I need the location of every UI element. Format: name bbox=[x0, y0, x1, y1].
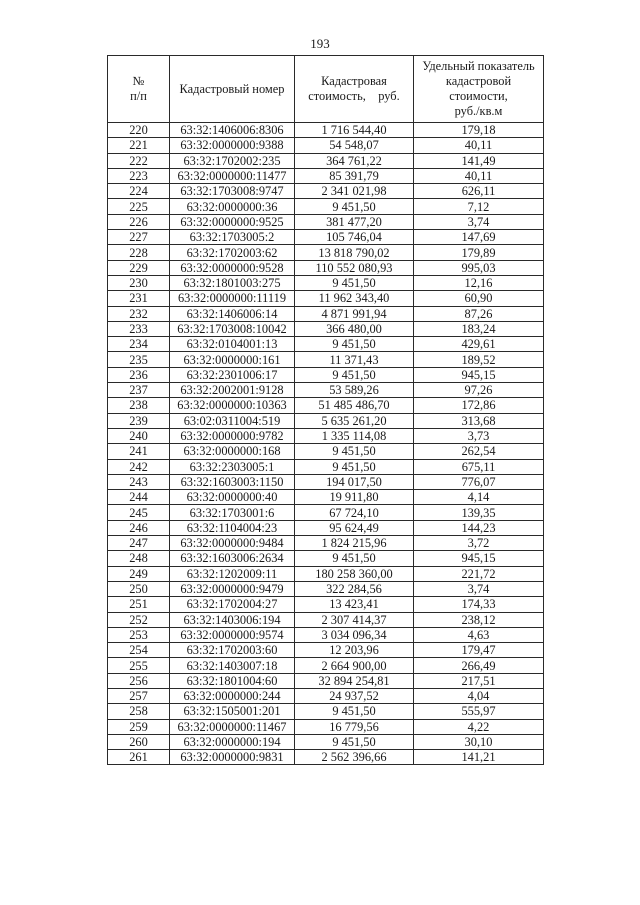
cadastral-value: 2 341 021,98 bbox=[295, 184, 414, 199]
table-row bbox=[108, 214, 544, 229]
table-row bbox=[108, 612, 544, 627]
cadastral-number: 63:32:1202009:11 bbox=[170, 566, 295, 581]
table-row bbox=[108, 673, 544, 688]
row-number: 236 bbox=[108, 367, 170, 382]
row-number: 221 bbox=[108, 138, 170, 153]
header-specific-indicator bbox=[414, 56, 544, 123]
cadastral-number: 63:32:1703008:9747 bbox=[170, 184, 295, 199]
table-row bbox=[108, 337, 544, 352]
cadastral-value: 51 485 486,70 bbox=[295, 398, 414, 413]
row-number: 229 bbox=[108, 260, 170, 275]
table-row bbox=[108, 199, 544, 214]
specific-indicator: 776,07 bbox=[414, 474, 544, 489]
row-number: 240 bbox=[108, 428, 170, 443]
cadastral-value: 366 480,00 bbox=[295, 321, 414, 336]
row-number: 223 bbox=[108, 168, 170, 183]
table-row bbox=[108, 688, 544, 703]
cadastral-value: 12 203,96 bbox=[295, 643, 414, 658]
specific-indicator: 97,26 bbox=[414, 383, 544, 398]
row-number: 258 bbox=[108, 704, 170, 719]
specific-indicator: 183,24 bbox=[414, 321, 544, 336]
row-number: 238 bbox=[108, 398, 170, 413]
specific-indicator: 675,11 bbox=[414, 459, 544, 474]
table-row bbox=[108, 138, 544, 153]
cadastral-number: 63:32:1403007:18 bbox=[170, 658, 295, 673]
specific-indicator: 995,03 bbox=[414, 260, 544, 275]
cadastral-value: 110 552 080,93 bbox=[295, 260, 414, 275]
cadastral-value: 13 423,41 bbox=[295, 597, 414, 612]
row-number: 248 bbox=[108, 551, 170, 566]
page-number: 193 bbox=[310, 36, 330, 51]
cadastral-value: 9 451,50 bbox=[295, 199, 414, 214]
row-number: 225 bbox=[108, 199, 170, 214]
cadastral-number: 63:32:1703008:10042 bbox=[170, 321, 295, 336]
row-number: 246 bbox=[108, 520, 170, 535]
specific-indicator: 12,16 bbox=[414, 275, 544, 290]
cadastral-number: 63:32:0000000:11477 bbox=[170, 168, 295, 183]
table-row bbox=[108, 306, 544, 321]
specific-indicator: 266,49 bbox=[414, 658, 544, 673]
table-row bbox=[108, 413, 544, 428]
cadastral-value: 4 871 991,94 bbox=[295, 306, 414, 321]
row-number: 243 bbox=[108, 474, 170, 489]
table-row bbox=[108, 291, 544, 306]
cadastral-number: 63:32:1406006:14 bbox=[170, 306, 295, 321]
cadastral-number: 63:32:0000000:11119 bbox=[170, 291, 295, 306]
table-row bbox=[108, 627, 544, 642]
row-number: 230 bbox=[108, 275, 170, 290]
cadastral-number: 63:32:1703001:6 bbox=[170, 505, 295, 520]
table-row bbox=[108, 184, 544, 199]
row-number: 247 bbox=[108, 536, 170, 551]
table-row bbox=[108, 153, 544, 168]
row-number: 252 bbox=[108, 612, 170, 627]
specific-indicator: 179,47 bbox=[414, 643, 544, 658]
table-row bbox=[108, 643, 544, 658]
cadastral-number: 63:32:1703005:2 bbox=[170, 230, 295, 245]
cadastral-value: 19 911,80 bbox=[295, 490, 414, 505]
row-number: 244 bbox=[108, 490, 170, 505]
table-row bbox=[108, 275, 544, 290]
specific-indicator: 313,68 bbox=[414, 413, 544, 428]
cadastral-value: 9 451,50 bbox=[295, 704, 414, 719]
row-number: 235 bbox=[108, 352, 170, 367]
cadastral-value: 2 562 396,66 bbox=[295, 750, 414, 765]
header-row bbox=[108, 56, 544, 123]
table-row bbox=[108, 383, 544, 398]
cadastral-value: 180 258 360,00 bbox=[295, 566, 414, 581]
cadastral-number: 63:32:0000000:9782 bbox=[170, 428, 295, 443]
cadastral-number: 63:32:0000000:9574 bbox=[170, 627, 295, 642]
specific-indicator: 4,04 bbox=[414, 688, 544, 703]
table-row bbox=[108, 750, 544, 765]
table-row bbox=[108, 123, 544, 138]
specific-indicator: 4,63 bbox=[414, 627, 544, 642]
specific-indicator: 7,12 bbox=[414, 199, 544, 214]
header-specific-indicator-line: стоимости, bbox=[449, 89, 508, 103]
row-number: 255 bbox=[108, 658, 170, 673]
cadastral-number: 63:32:0000000:9388 bbox=[170, 138, 295, 153]
cadastral-value: 3 034 096,34 bbox=[295, 627, 414, 642]
cadastral-value: 9 451,50 bbox=[295, 367, 414, 382]
cadastral-number: 63:32:0000000:9525 bbox=[170, 214, 295, 229]
table-row bbox=[108, 398, 544, 413]
specific-indicator: 262,54 bbox=[414, 444, 544, 459]
specific-indicator: 221,72 bbox=[414, 566, 544, 581]
row-number: 234 bbox=[108, 337, 170, 352]
cadastral-number: 63:32:2002001:9128 bbox=[170, 383, 295, 398]
cadastral-value: 11 962 343,40 bbox=[295, 291, 414, 306]
specific-indicator: 429,61 bbox=[414, 337, 544, 352]
row-number: 260 bbox=[108, 734, 170, 749]
table-body bbox=[108, 123, 544, 765]
table-row bbox=[108, 505, 544, 520]
row-number: 233 bbox=[108, 321, 170, 336]
table-row bbox=[108, 551, 544, 566]
specific-indicator: 3,74 bbox=[414, 214, 544, 229]
row-number: 232 bbox=[108, 306, 170, 321]
cadastral-number: 63:32:0000000:36 bbox=[170, 199, 295, 214]
cadastral-number: 63:32:1104004:23 bbox=[170, 520, 295, 535]
cadastral-value: 53 589,26 bbox=[295, 383, 414, 398]
table-row bbox=[108, 597, 544, 612]
row-number: 226 bbox=[108, 214, 170, 229]
header-specific-indicator-line: руб./кв.м bbox=[454, 104, 503, 118]
table-row bbox=[108, 245, 544, 260]
cadastral-value: 54 548,07 bbox=[295, 138, 414, 153]
specific-indicator: 30,10 bbox=[414, 734, 544, 749]
specific-indicator: 945,15 bbox=[414, 367, 544, 382]
cadastral-value: 364 761,22 bbox=[295, 153, 414, 168]
cadastral-number: 63:32:0000000:9484 bbox=[170, 536, 295, 551]
specific-indicator: 3,72 bbox=[414, 536, 544, 551]
specific-indicator: 179,18 bbox=[414, 123, 544, 138]
cadastral-number: 63:32:0000000:11467 bbox=[170, 719, 295, 734]
cadastral-value: 322 284,56 bbox=[295, 581, 414, 596]
header-number-line: п/п bbox=[130, 89, 147, 103]
cadastral-value: 9 451,50 bbox=[295, 459, 414, 474]
specific-indicator: 40,11 bbox=[414, 138, 544, 153]
row-number: 257 bbox=[108, 688, 170, 703]
specific-indicator: 147,69 bbox=[414, 230, 544, 245]
cadastral-number: 63:32:1702002:235 bbox=[170, 153, 295, 168]
table-row bbox=[108, 734, 544, 749]
table-row bbox=[108, 566, 544, 581]
cadastral-number: 63:32:1702003:60 bbox=[170, 643, 295, 658]
cadastral-value: 95 624,49 bbox=[295, 520, 414, 535]
row-number: 251 bbox=[108, 597, 170, 612]
row-number: 250 bbox=[108, 581, 170, 596]
cadastral-number: 63:32:0000000:194 bbox=[170, 734, 295, 749]
cadastral-value: 9 451,50 bbox=[295, 551, 414, 566]
header-cadastral-value bbox=[295, 56, 414, 123]
cadastral-number: 63:32:1406006:8306 bbox=[170, 123, 295, 138]
specific-indicator: 626,11 bbox=[414, 184, 544, 199]
row-number: 256 bbox=[108, 673, 170, 688]
specific-indicator: 217,51 bbox=[414, 673, 544, 688]
cadastral-value: 1 824 215,96 bbox=[295, 536, 414, 551]
cadastral-value: 9 451,50 bbox=[295, 275, 414, 290]
cadastral-value: 16 779,56 bbox=[295, 719, 414, 734]
row-number: 239 bbox=[108, 413, 170, 428]
cadastral-value: 2 307 414,37 bbox=[295, 612, 414, 627]
table-row bbox=[108, 367, 544, 382]
row-number: 242 bbox=[108, 459, 170, 474]
header-specific-indicator-line: кадастровой bbox=[445, 74, 512, 88]
cadastral-number: 63:32:2301006:17 bbox=[170, 367, 295, 382]
cadastral-number: 63:32:1702004:27 bbox=[170, 597, 295, 612]
cadastral-number: 63:32:1403006:194 bbox=[170, 612, 295, 627]
table-row bbox=[108, 352, 544, 367]
header-cadastral-number bbox=[170, 56, 295, 123]
cadastral-number: 63:32:1603006:2634 bbox=[170, 551, 295, 566]
cadastral-number: 63:32:0000000:9831 bbox=[170, 750, 295, 765]
table-row bbox=[108, 520, 544, 535]
row-number: 227 bbox=[108, 230, 170, 245]
cadastral-number: 63:32:0000000:161 bbox=[170, 352, 295, 367]
row-number: 254 bbox=[108, 643, 170, 658]
specific-indicator: 60,90 bbox=[414, 291, 544, 306]
row-number: 222 bbox=[108, 153, 170, 168]
cadastral-number: 63:32:0000000:168 bbox=[170, 444, 295, 459]
table-row bbox=[108, 459, 544, 474]
row-number: 245 bbox=[108, 505, 170, 520]
specific-indicator: 555,97 bbox=[414, 704, 544, 719]
specific-indicator: 3,73 bbox=[414, 428, 544, 443]
row-number: 220 bbox=[108, 123, 170, 138]
cadastral-value: 11 371,43 bbox=[295, 352, 414, 367]
specific-indicator: 172,86 bbox=[414, 398, 544, 413]
cadastral-number: 63:02:0311004:519 bbox=[170, 413, 295, 428]
header-specific-indicator-line: Удельный показатель bbox=[422, 59, 535, 73]
cadastral-value: 24 937,52 bbox=[295, 688, 414, 703]
specific-indicator: 141,49 bbox=[414, 153, 544, 168]
cadastral-number: 63:32:2303005:1 bbox=[170, 459, 295, 474]
cadastral-value: 2 664 900,00 bbox=[295, 658, 414, 673]
cadastral-number: 63:32:0104001:13 bbox=[170, 337, 295, 352]
cadastral-value: 1 335 114,08 bbox=[295, 428, 414, 443]
cadastral-number: 63:32:1801003:275 bbox=[170, 275, 295, 290]
cadastral-number: 63:32:0000000:40 bbox=[170, 490, 295, 505]
table-row bbox=[108, 321, 544, 336]
specific-indicator: 139,35 bbox=[414, 505, 544, 520]
specific-indicator: 4,14 bbox=[414, 490, 544, 505]
cadastral-number: 63:32:1505001:201 bbox=[170, 704, 295, 719]
cadastral-value: 194 017,50 bbox=[295, 474, 414, 489]
table-row bbox=[108, 428, 544, 443]
table-row bbox=[108, 260, 544, 275]
cadastral-value: 32 894 254,81 bbox=[295, 673, 414, 688]
table-row bbox=[108, 536, 544, 551]
row-number: 228 bbox=[108, 245, 170, 260]
cadastral-value: 85 391,79 bbox=[295, 168, 414, 183]
cadastral-number: 63:32:1801004:60 bbox=[170, 673, 295, 688]
row-number: 259 bbox=[108, 719, 170, 734]
row-number: 237 bbox=[108, 383, 170, 398]
cadastral-number: 63:32:1603003:1150 bbox=[170, 474, 295, 489]
cadastral-value: 105 746,04 bbox=[295, 230, 414, 245]
cadastral-registry-table bbox=[107, 55, 544, 765]
table-row bbox=[108, 704, 544, 719]
table-row bbox=[108, 444, 544, 459]
cadastral-value: 1 716 544,40 bbox=[295, 123, 414, 138]
specific-indicator: 40,11 bbox=[414, 168, 544, 183]
cadastral-value: 381 477,20 bbox=[295, 214, 414, 229]
table-row bbox=[108, 168, 544, 183]
row-number: 261 bbox=[108, 750, 170, 765]
cadastral-value: 9 451,50 bbox=[295, 734, 414, 749]
cadastral-number: 63:32:1702003:62 bbox=[170, 245, 295, 260]
specific-indicator: 945,15 bbox=[414, 551, 544, 566]
specific-indicator: 238,12 bbox=[414, 612, 544, 627]
specific-indicator: 3,74 bbox=[414, 581, 544, 596]
specific-indicator: 189,52 bbox=[414, 352, 544, 367]
table-row bbox=[108, 658, 544, 673]
table-row bbox=[108, 581, 544, 596]
table-header bbox=[108, 56, 544, 123]
row-number: 253 bbox=[108, 627, 170, 642]
specific-indicator: 141,21 bbox=[414, 750, 544, 765]
specific-indicator: 174,33 bbox=[414, 597, 544, 612]
header-number-line: № bbox=[132, 74, 145, 88]
header-number bbox=[108, 56, 170, 123]
cadastral-value: 9 451,50 bbox=[295, 337, 414, 352]
specific-indicator: 144,23 bbox=[414, 520, 544, 535]
table-row bbox=[108, 474, 544, 489]
row-number: 241 bbox=[108, 444, 170, 459]
cadastral-number: 63:32:0000000:10363 bbox=[170, 398, 295, 413]
header-cadastral-value-line: стоимость, руб. bbox=[308, 89, 400, 103]
table-row bbox=[108, 719, 544, 734]
cadastral-value: 13 818 790,02 bbox=[295, 245, 414, 260]
specific-indicator: 179,89 bbox=[414, 245, 544, 260]
header-cadastral-number-text: Кадастровый номер bbox=[179, 81, 285, 96]
header-cadastral-value-line: Кадастровая bbox=[321, 74, 387, 88]
cadastral-value: 5 635 261,20 bbox=[295, 413, 414, 428]
specific-indicator: 87,26 bbox=[414, 306, 544, 321]
table-row bbox=[108, 230, 544, 245]
row-number: 249 bbox=[108, 566, 170, 581]
cadastral-number: 63:32:0000000:9479 bbox=[170, 581, 295, 596]
row-number: 231 bbox=[108, 291, 170, 306]
cadastral-value: 9 451,50 bbox=[295, 444, 414, 459]
row-number: 224 bbox=[108, 184, 170, 199]
cadastral-number: 63:32:0000000:9528 bbox=[170, 260, 295, 275]
table-row bbox=[108, 490, 544, 505]
cadastral-value: 67 724,10 bbox=[295, 505, 414, 520]
cadastral-number: 63:32:0000000:244 bbox=[170, 688, 295, 703]
specific-indicator: 4,22 bbox=[414, 719, 544, 734]
